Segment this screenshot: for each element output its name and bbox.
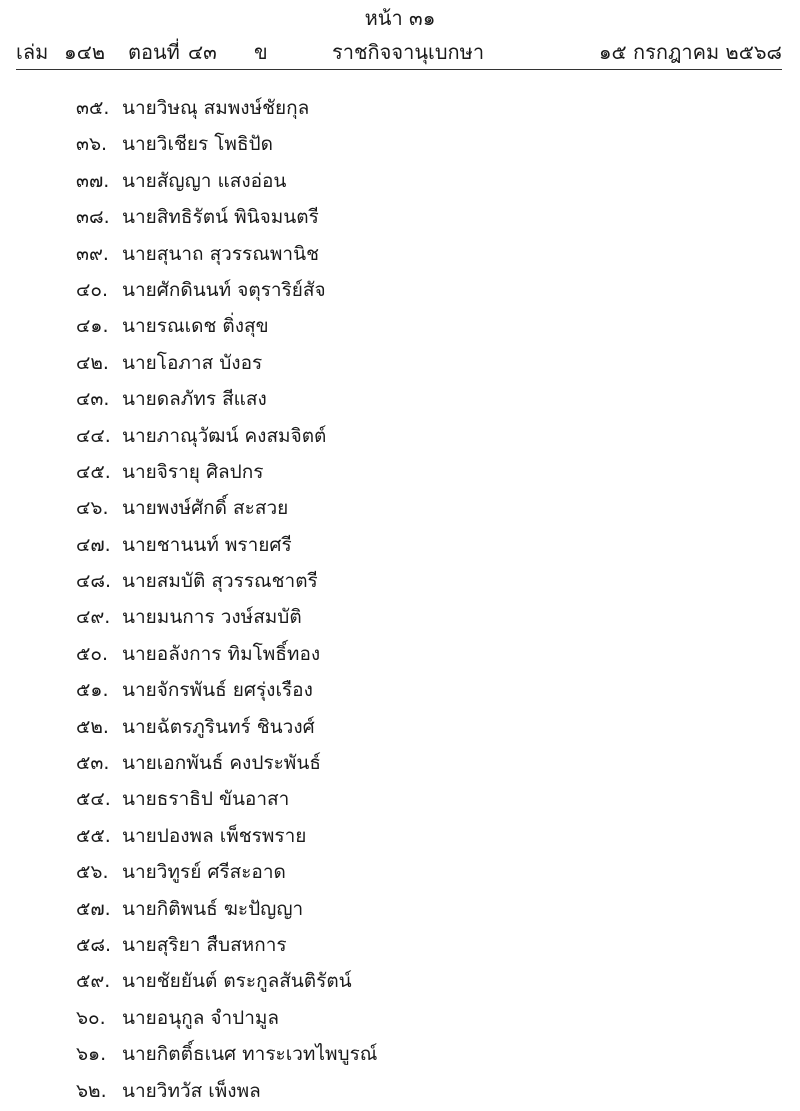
person-name: นายมนการ วงษ์สมบัติ: [122, 606, 302, 629]
person-name: นายพงษ์ศักดิ์ สะสวย: [122, 497, 289, 520]
list-item: [0, 927, 800, 963]
person-name: นายอลังการ ทิมโพธิ์ทอง: [122, 642, 321, 665]
item-number: ๕๗.: [76, 897, 111, 920]
list-item: [0, 672, 800, 708]
names-list: [0, 90, 800, 1109]
section-letter: ข: [254, 40, 268, 64]
list-item: [0, 854, 800, 890]
list-item: [0, 527, 800, 563]
person-name: นายวิเชียร โพธิปัด: [122, 133, 273, 156]
list-item: [0, 1000, 800, 1036]
item-number: ๕๖.: [76, 861, 109, 884]
publication-date: ๑๕ กรกฎาคม ๒๕๖๘: [598, 40, 782, 64]
person-name: นายสัญญา แสงอ่อน: [122, 169, 287, 192]
item-number: ๓๖.: [76, 133, 108, 156]
list-item: [0, 199, 800, 235]
list-item: [0, 745, 800, 781]
person-name: นายสมบัติ สุวรรณชาตรี: [122, 570, 318, 593]
item-number: ๕๙.: [76, 970, 111, 993]
item-number: ๓๙.: [76, 242, 109, 265]
person-name: นายสิทธิรัตน์ พินิจมนตรี: [122, 206, 319, 229]
gazette-name: ราชกิจจานุเบกษา: [332, 40, 485, 64]
list-item: [0, 963, 800, 999]
person-name: นายชานนท์ พรายศรี: [122, 533, 292, 556]
list-item: [0, 709, 800, 745]
item-number: ๓๗.: [76, 169, 110, 192]
list-item: [0, 891, 800, 927]
list-item: [0, 1036, 800, 1072]
item-number: ๔๑.: [76, 315, 109, 338]
person-name: นายจิรายุ ศิลปกร: [122, 460, 264, 483]
item-number: ๕๓.: [76, 752, 110, 775]
person-name: นายกิตติ์ธเนศ ทาระเวทไพบูรณ์: [122, 1043, 378, 1066]
person-name: นายรณเดช ติ่งสุข: [122, 315, 269, 338]
item-number: ๖๑.: [76, 1043, 107, 1066]
list-item: [0, 490, 800, 526]
item-number: ๔๘.: [76, 570, 112, 593]
person-name: นายภาณุวัฒน์ คงสมจิตต์: [122, 424, 327, 447]
volume-number: ๑๔๒: [64, 40, 106, 64]
list-item: [0, 381, 800, 417]
item-number: ๕๐.: [76, 642, 109, 665]
person-name: นายวิทูรย์ ศรีสะอาด: [122, 861, 286, 884]
item-number: ๔๕.: [76, 460, 111, 483]
page-header: [0, 0, 800, 72]
page-number: หน้า ๓๑: [364, 6, 436, 30]
list-item: [0, 345, 800, 381]
person-name: นายวิษณุ สมพงษ์ชัยกุล: [122, 97, 310, 119]
list-item: [0, 90, 800, 126]
list-item: [0, 418, 800, 454]
person-name: นายวิทวัส เพ็งพล: [122, 1079, 261, 1102]
person-name: นายเอกพันธ์ คงประพันธ์: [122, 752, 321, 775]
person-name: นายธราธิป ขันอาสา: [122, 788, 290, 811]
person-name: นายดลภัทร สีแสง: [122, 388, 267, 411]
issue-number: ๔๓: [188, 40, 217, 64]
list-item: [0, 236, 800, 272]
item-number: ๔๖.: [76, 497, 109, 520]
person-name: นายฉัตรภูรินทร์ ชินวงศ์: [122, 715, 315, 738]
list-item: [0, 818, 800, 854]
list-item: [0, 599, 800, 635]
item-number: ๔๔.: [76, 424, 111, 447]
item-number: ๔๓.: [76, 388, 110, 411]
person-name: นายโอภาส บังอร: [122, 351, 263, 374]
item-number: ๓๕.: [76, 97, 110, 119]
list-item: [0, 636, 800, 672]
header-divider: [16, 69, 782, 70]
list-item: [0, 163, 800, 199]
person-name: นายจักรพันธ์ ยศรุ่งเรือง: [122, 679, 313, 702]
person-name: นายกิติพนธ์ ฆะปัญญา: [122, 897, 304, 920]
list-item: [0, 308, 800, 344]
gazette-header-line: [16, 38, 782, 66]
list-item: [0, 126, 800, 162]
item-number: ๔๒.: [76, 351, 109, 374]
volume-label: เล่ม: [16, 40, 49, 64]
list-item: [0, 1073, 800, 1109]
issue-label: ตอนที่: [128, 40, 180, 64]
item-number: ๔๙.: [76, 606, 111, 629]
item-number: ๔๐.: [76, 278, 109, 301]
person-name: นายสุนาถ สุวรรณพานิช: [122, 242, 319, 265]
item-number: ๕๔.: [76, 788, 111, 811]
item-number: ๖๐.: [76, 1006, 106, 1029]
person-name: นายอนุกูล จำปามูล: [122, 1006, 280, 1029]
list-item: [0, 563, 800, 599]
person-name: นายศักดินนท์ จตุราริย์สัจ: [122, 278, 326, 301]
item-number: ๕๒.: [76, 715, 109, 738]
list-item: [0, 781, 800, 817]
person-name: นายชัยยันต์ ตระกูลสันติรัตน์: [122, 970, 352, 993]
list-item: [0, 272, 800, 308]
person-name: นายสุริยา สืบสหการ: [122, 933, 287, 956]
list-item: [0, 454, 800, 490]
item-number: ๓๘.: [76, 206, 110, 229]
person-name: นายปองพล เพ็ชรพราย: [122, 824, 307, 847]
item-number: ๕๕.: [76, 824, 111, 847]
item-number: ๔๗.: [76, 533, 111, 556]
item-number: ๕๑.: [76, 679, 109, 702]
item-number: ๕๘.: [76, 933, 112, 956]
item-number: ๖๒.: [76, 1079, 107, 1102]
